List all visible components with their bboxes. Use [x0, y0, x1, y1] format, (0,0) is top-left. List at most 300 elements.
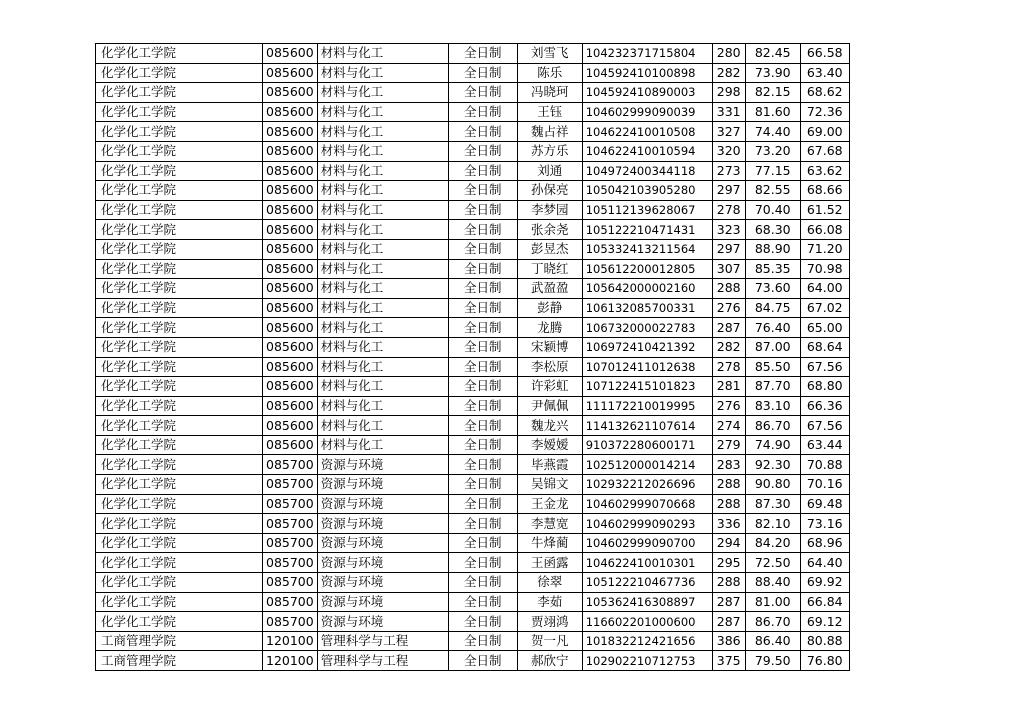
total-score-cell: 65.00 — [800, 318, 849, 338]
major-code-cell: 085700 — [263, 553, 318, 573]
table-row — [96, 357, 850, 377]
exam-id-cell: 105112139628067 — [582, 200, 712, 220]
major-name-cell: 材料与化工 — [317, 435, 448, 455]
study-mode-cell: 全日制 — [448, 318, 517, 338]
table-row — [96, 337, 850, 357]
total-score-cell: 67.68 — [800, 141, 849, 161]
total-score-cell: 68.62 — [800, 83, 849, 103]
college-cell: 化学化工学院 — [96, 435, 263, 455]
major-name-cell: 材料与化工 — [317, 279, 448, 299]
table-row — [96, 161, 850, 181]
total-score-cell: 66.58 — [800, 44, 849, 64]
college-cell: 工商管理学院 — [96, 631, 263, 651]
college-cell: 化学化工学院 — [96, 161, 263, 181]
table-row — [96, 435, 850, 455]
total-score-cell: 61.52 — [800, 200, 849, 220]
college-cell: 化学化工学院 — [96, 357, 263, 377]
student-name-cell: 李松原 — [517, 357, 582, 377]
study-mode-cell: 全日制 — [448, 83, 517, 103]
major-name-cell: 资源与环境 — [317, 455, 448, 475]
college-cell: 化学化工学院 — [96, 494, 263, 514]
exam-id-cell: 114132621107614 — [582, 416, 712, 436]
exam-id-cell: 102512000014214 — [582, 455, 712, 475]
student-name-cell: 李嫒嫒 — [517, 435, 582, 455]
exam-id-cell: 106132085700331 — [582, 298, 712, 318]
student-name-cell: 丁晓红 — [517, 259, 582, 279]
study-mode-cell: 全日制 — [448, 337, 517, 357]
student-name-cell: 武盈盈 — [517, 279, 582, 299]
exam-id-cell: 910372280600171 — [582, 435, 712, 455]
exam-id-cell: 104622410010594 — [582, 141, 712, 161]
table-row — [96, 553, 850, 573]
interview-score-cell: 87.00 — [745, 337, 800, 357]
student-name-cell: 刘通 — [517, 161, 582, 181]
interview-score-cell: 77.15 — [745, 161, 800, 181]
study-mode-cell: 全日制 — [448, 161, 517, 181]
college-cell: 化学化工学院 — [96, 592, 263, 612]
major-code-cell: 085600 — [263, 377, 318, 397]
interview-score-cell: 70.40 — [745, 200, 800, 220]
exam-id-cell: 104622410010301 — [582, 553, 712, 573]
table-row — [96, 533, 850, 553]
interview-score-cell: 74.40 — [745, 122, 800, 142]
admission-table — [95, 43, 850, 671]
major-name-cell: 材料与化工 — [317, 200, 448, 220]
interview-score-cell: 76.40 — [745, 318, 800, 338]
total-score-cell: 63.62 — [800, 161, 849, 181]
exam-id-cell: 105642000002160 — [582, 279, 712, 299]
study-mode-cell: 全日制 — [448, 396, 517, 416]
student-name-cell: 贾翊鸿 — [517, 612, 582, 632]
exam-id-cell: 105042103905280 — [582, 181, 712, 201]
interview-score-cell: 73.60 — [745, 279, 800, 299]
table-row — [96, 592, 850, 612]
initial-score-cell: 273 — [712, 161, 745, 181]
student-name-cell: 张余尧 — [517, 220, 582, 240]
major-name-cell: 材料与化工 — [317, 220, 448, 240]
exam-id-cell: 107012411012638 — [582, 357, 712, 377]
interview-score-cell: 88.40 — [745, 573, 800, 593]
major-code-cell: 085600 — [263, 298, 318, 318]
study-mode-cell: 全日制 — [448, 377, 517, 397]
table-row — [96, 631, 850, 651]
table-row — [96, 200, 850, 220]
total-score-cell: 70.88 — [800, 455, 849, 475]
interview-score-cell: 88.90 — [745, 239, 800, 259]
study-mode-cell: 全日制 — [448, 102, 517, 122]
table-row — [96, 102, 850, 122]
interview-score-cell: 74.90 — [745, 435, 800, 455]
exam-id-cell: 111172210019995 — [582, 396, 712, 416]
college-cell: 化学化工学院 — [96, 416, 263, 436]
college-cell: 化学化工学院 — [96, 553, 263, 573]
college-cell: 工商管理学院 — [96, 651, 263, 671]
interview-score-cell: 81.60 — [745, 102, 800, 122]
total-score-cell: 66.08 — [800, 220, 849, 240]
major-name-cell: 管理科学与工程 — [317, 651, 448, 671]
total-score-cell: 76.80 — [800, 651, 849, 671]
college-cell: 化学化工学院 — [96, 514, 263, 534]
study-mode-cell: 全日制 — [448, 239, 517, 259]
interview-score-cell: 83.10 — [745, 396, 800, 416]
major-code-cell: 085600 — [263, 416, 318, 436]
exam-id-cell: 104972400344118 — [582, 161, 712, 181]
major-name-cell: 材料与化工 — [317, 141, 448, 161]
student-name-cell: 李慧宽 — [517, 514, 582, 534]
table-row — [96, 651, 850, 671]
major-code-cell: 085700 — [263, 573, 318, 593]
exam-id-cell: 105362416308897 — [582, 592, 712, 612]
total-score-cell: 69.48 — [800, 494, 849, 514]
study-mode-cell: 全日制 — [448, 259, 517, 279]
student-name-cell: 彭静 — [517, 298, 582, 318]
major-name-cell: 材料与化工 — [317, 259, 448, 279]
student-name-cell: 彭昱杰 — [517, 239, 582, 259]
student-name-cell: 李茹 — [517, 592, 582, 612]
college-cell: 化学化工学院 — [96, 259, 263, 279]
exam-id-cell: 104602999090039 — [582, 102, 712, 122]
initial-score-cell: 281 — [712, 377, 745, 397]
interview-score-cell: 90.80 — [745, 475, 800, 495]
student-name-cell: 孙保亮 — [517, 181, 582, 201]
major-name-cell: 材料与化工 — [317, 83, 448, 103]
interview-score-cell: 86.40 — [745, 631, 800, 651]
exam-id-cell: 104622410010508 — [582, 122, 712, 142]
interview-score-cell: 73.20 — [745, 141, 800, 161]
initial-score-cell: 288 — [712, 475, 745, 495]
total-score-cell: 70.98 — [800, 259, 849, 279]
major-name-cell: 材料与化工 — [317, 416, 448, 436]
major-name-cell: 资源与环境 — [317, 533, 448, 553]
major-code-cell: 085700 — [263, 475, 318, 495]
study-mode-cell: 全日制 — [448, 357, 517, 377]
college-cell: 化学化工学院 — [96, 298, 263, 318]
initial-score-cell: 320 — [712, 141, 745, 161]
interview-score-cell: 87.70 — [745, 377, 800, 397]
major-name-cell: 资源与环境 — [317, 494, 448, 514]
major-code-cell: 085700 — [263, 612, 318, 632]
table-row — [96, 44, 850, 64]
college-cell: 化学化工学院 — [96, 220, 263, 240]
major-code-cell: 085600 — [263, 102, 318, 122]
major-name-cell: 管理科学与工程 — [317, 631, 448, 651]
student-name-cell: 魏龙兴 — [517, 416, 582, 436]
major-name-cell: 资源与环境 — [317, 573, 448, 593]
initial-score-cell: 297 — [712, 181, 745, 201]
study-mode-cell: 全日制 — [448, 416, 517, 436]
exam-id-cell: 116602201000600 — [582, 612, 712, 632]
total-score-cell: 70.16 — [800, 475, 849, 495]
admission-table-body — [96, 44, 850, 671]
major-code-cell: 085700 — [263, 455, 318, 475]
major-code-cell: 085600 — [263, 239, 318, 259]
study-mode-cell: 全日制 — [448, 200, 517, 220]
table-row — [96, 83, 850, 103]
study-mode-cell: 全日制 — [448, 592, 517, 612]
study-mode-cell: 全日制 — [448, 63, 517, 83]
interview-score-cell: 84.75 — [745, 298, 800, 318]
interview-score-cell: 68.30 — [745, 220, 800, 240]
college-cell: 化学化工学院 — [96, 318, 263, 338]
interview-score-cell: 86.70 — [745, 416, 800, 436]
initial-score-cell: 323 — [712, 220, 745, 240]
exam-id-cell: 106972410421392 — [582, 337, 712, 357]
study-mode-cell: 全日制 — [448, 455, 517, 475]
major-code-cell: 085600 — [263, 83, 318, 103]
major-code-cell: 085600 — [263, 122, 318, 142]
total-score-cell: 69.12 — [800, 612, 849, 632]
total-score-cell: 63.44 — [800, 435, 849, 455]
study-mode-cell: 全日制 — [448, 533, 517, 553]
initial-score-cell: 280 — [712, 44, 745, 64]
major-code-cell: 085600 — [263, 259, 318, 279]
total-score-cell: 67.56 — [800, 416, 849, 436]
study-mode-cell: 全日制 — [448, 573, 517, 593]
interview-score-cell: 85.35 — [745, 259, 800, 279]
college-cell: 化学化工学院 — [96, 122, 263, 142]
college-cell: 化学化工学院 — [96, 533, 263, 553]
initial-score-cell: 282 — [712, 63, 745, 83]
interview-score-cell: 84.20 — [745, 533, 800, 553]
total-score-cell: 80.88 — [800, 631, 849, 651]
table-row — [96, 63, 850, 83]
major-name-cell: 材料与化工 — [317, 318, 448, 338]
interview-score-cell: 92.30 — [745, 455, 800, 475]
major-code-cell: 085600 — [263, 396, 318, 416]
student-name-cell: 冯晓珂 — [517, 83, 582, 103]
table-row — [96, 612, 850, 632]
college-cell: 化学化工学院 — [96, 612, 263, 632]
table-row — [96, 122, 850, 142]
total-score-cell: 68.80 — [800, 377, 849, 397]
college-cell: 化学化工学院 — [96, 102, 263, 122]
interview-score-cell: 82.10 — [745, 514, 800, 534]
student-name-cell: 尹佩佩 — [517, 396, 582, 416]
major-code-cell: 085700 — [263, 514, 318, 534]
total-score-cell: 68.64 — [800, 337, 849, 357]
interview-score-cell: 73.90 — [745, 63, 800, 83]
table-row — [96, 573, 850, 593]
initial-score-cell: 276 — [712, 396, 745, 416]
table-row — [96, 181, 850, 201]
student-name-cell: 宋颖博 — [517, 337, 582, 357]
major-name-cell: 资源与环境 — [317, 514, 448, 534]
total-score-cell: 73.16 — [800, 514, 849, 534]
initial-score-cell: 288 — [712, 279, 745, 299]
exam-id-cell: 105332413211564 — [582, 239, 712, 259]
major-name-cell: 材料与化工 — [317, 122, 448, 142]
initial-score-cell: 294 — [712, 533, 745, 553]
total-score-cell: 66.36 — [800, 396, 849, 416]
initial-score-cell: 287 — [712, 318, 745, 338]
table-row — [96, 416, 850, 436]
table-row — [96, 239, 850, 259]
total-score-cell: 67.02 — [800, 298, 849, 318]
college-cell: 化学化工学院 — [96, 573, 263, 593]
table-row — [96, 298, 850, 318]
table-row — [96, 259, 850, 279]
major-name-cell: 资源与环境 — [317, 475, 448, 495]
college-cell: 化学化工学院 — [96, 83, 263, 103]
major-code-cell: 085600 — [263, 318, 318, 338]
study-mode-cell: 全日制 — [448, 44, 517, 64]
major-name-cell: 材料与化工 — [317, 396, 448, 416]
interview-score-cell: 79.50 — [745, 651, 800, 671]
major-name-cell: 材料与化工 — [317, 63, 448, 83]
college-cell: 化学化工学院 — [96, 181, 263, 201]
major-name-cell: 材料与化工 — [317, 161, 448, 181]
initial-score-cell: 298 — [712, 83, 745, 103]
student-name-cell: 王函露 — [517, 553, 582, 573]
major-code-cell: 120100 — [263, 631, 318, 651]
total-score-cell: 63.40 — [800, 63, 849, 83]
initial-score-cell: 274 — [712, 416, 745, 436]
study-mode-cell: 全日制 — [448, 220, 517, 240]
major-code-cell: 085600 — [263, 279, 318, 299]
major-name-cell: 材料与化工 — [317, 357, 448, 377]
major-name-cell: 材料与化工 — [317, 298, 448, 318]
initial-score-cell: 375 — [712, 651, 745, 671]
major-name-cell: 材料与化工 — [317, 377, 448, 397]
major-code-cell: 085600 — [263, 220, 318, 240]
total-score-cell: 66.84 — [800, 592, 849, 612]
initial-score-cell: 287 — [712, 612, 745, 632]
table-row — [96, 318, 850, 338]
table-row — [96, 279, 850, 299]
major-name-cell: 材料与化工 — [317, 337, 448, 357]
total-score-cell: 64.40 — [800, 553, 849, 573]
study-mode-cell: 全日制 — [448, 279, 517, 299]
total-score-cell: 67.56 — [800, 357, 849, 377]
table-row — [96, 220, 850, 240]
student-name-cell: 刘雪飞 — [517, 44, 582, 64]
initial-score-cell: 276 — [712, 298, 745, 318]
student-name-cell: 毕燕霞 — [517, 455, 582, 475]
major-name-cell: 资源与环境 — [317, 592, 448, 612]
interview-score-cell: 82.55 — [745, 181, 800, 201]
total-score-cell: 68.66 — [800, 181, 849, 201]
major-name-cell: 资源与环境 — [317, 553, 448, 573]
initial-score-cell: 282 — [712, 337, 745, 357]
study-mode-cell: 全日制 — [448, 181, 517, 201]
exam-id-cell: 107122415101823 — [582, 377, 712, 397]
college-cell: 化学化工学院 — [96, 377, 263, 397]
table-row — [96, 455, 850, 475]
major-name-cell: 资源与环境 — [317, 612, 448, 632]
interview-score-cell: 72.50 — [745, 553, 800, 573]
study-mode-cell: 全日制 — [448, 651, 517, 671]
study-mode-cell: 全日制 — [448, 122, 517, 142]
student-name-cell: 苏方乐 — [517, 141, 582, 161]
initial-score-cell: 287 — [712, 592, 745, 612]
table-row — [96, 141, 850, 161]
college-cell: 化学化工学院 — [96, 63, 263, 83]
initial-score-cell: 283 — [712, 455, 745, 475]
interview-score-cell: 86.70 — [745, 612, 800, 632]
exam-id-cell: 105612200012805 — [582, 259, 712, 279]
initial-score-cell: 327 — [712, 122, 745, 142]
total-score-cell: 69.00 — [800, 122, 849, 142]
exam-id-cell: 104232371715804 — [582, 44, 712, 64]
exam-id-cell: 102932212026696 — [582, 475, 712, 495]
major-code-cell: 085600 — [263, 63, 318, 83]
student-name-cell: 贺一凡 — [517, 631, 582, 651]
college-cell: 化学化工学院 — [96, 279, 263, 299]
total-score-cell: 71.20 — [800, 239, 849, 259]
study-mode-cell: 全日制 — [448, 141, 517, 161]
total-score-cell: 69.92 — [800, 573, 849, 593]
exam-id-cell: 105122210471431 — [582, 220, 712, 240]
student-name-cell: 李梦园 — [517, 200, 582, 220]
exam-id-cell: 105122210467736 — [582, 573, 712, 593]
interview-score-cell: 87.30 — [745, 494, 800, 514]
student-name-cell: 龙腾 — [517, 318, 582, 338]
exam-id-cell: 106732000022783 — [582, 318, 712, 338]
major-name-cell: 材料与化工 — [317, 181, 448, 201]
student-name-cell: 郝欣宁 — [517, 651, 582, 671]
exam-id-cell: 102902210712753 — [582, 651, 712, 671]
student-name-cell: 王钰 — [517, 102, 582, 122]
major-code-cell: 085600 — [263, 141, 318, 161]
major-code-cell: 085600 — [263, 200, 318, 220]
table-row — [96, 396, 850, 416]
college-cell: 化学化工学院 — [96, 455, 263, 475]
study-mode-cell: 全日制 — [448, 494, 517, 514]
exam-id-cell: 104592410100898 — [582, 63, 712, 83]
initial-score-cell: 307 — [712, 259, 745, 279]
table-row — [96, 377, 850, 397]
major-name-cell: 材料与化工 — [317, 102, 448, 122]
student-name-cell: 牛烽蔺 — [517, 533, 582, 553]
college-cell: 化学化工学院 — [96, 239, 263, 259]
total-score-cell: 64.00 — [800, 279, 849, 299]
college-cell: 化学化工学院 — [96, 337, 263, 357]
major-code-cell: 085600 — [263, 161, 318, 181]
study-mode-cell: 全日制 — [448, 435, 517, 455]
college-cell: 化学化工学院 — [96, 44, 263, 64]
exam-id-cell: 104602999090700 — [582, 533, 712, 553]
major-code-cell: 085600 — [263, 181, 318, 201]
table-row — [96, 494, 850, 514]
student-name-cell: 许彩虹 — [517, 377, 582, 397]
college-cell: 化学化工学院 — [96, 141, 263, 161]
initial-score-cell: 288 — [712, 494, 745, 514]
student-name-cell: 徐翠 — [517, 573, 582, 593]
study-mode-cell: 全日制 — [448, 631, 517, 651]
study-mode-cell: 全日制 — [448, 475, 517, 495]
college-cell: 化学化工学院 — [96, 475, 263, 495]
study-mode-cell: 全日制 — [448, 553, 517, 573]
major-code-cell: 120100 — [263, 651, 318, 671]
interview-score-cell: 82.15 — [745, 83, 800, 103]
study-mode-cell: 全日制 — [448, 514, 517, 534]
total-score-cell: 68.96 — [800, 533, 849, 553]
major-code-cell: 085700 — [263, 494, 318, 514]
major-code-cell: 085600 — [263, 435, 318, 455]
exam-id-cell: 101832212421656 — [582, 631, 712, 651]
study-mode-cell: 全日制 — [448, 298, 517, 318]
initial-score-cell: 295 — [712, 553, 745, 573]
student-name-cell: 魏占祥 — [517, 122, 582, 142]
major-code-cell: 085600 — [263, 357, 318, 377]
interview-score-cell: 85.50 — [745, 357, 800, 377]
major-name-cell: 材料与化工 — [317, 44, 448, 64]
major-name-cell: 材料与化工 — [317, 239, 448, 259]
major-code-cell: 085700 — [263, 533, 318, 553]
college-cell: 化学化工学院 — [96, 396, 263, 416]
major-code-cell: 085600 — [263, 44, 318, 64]
interview-score-cell: 81.00 — [745, 592, 800, 612]
